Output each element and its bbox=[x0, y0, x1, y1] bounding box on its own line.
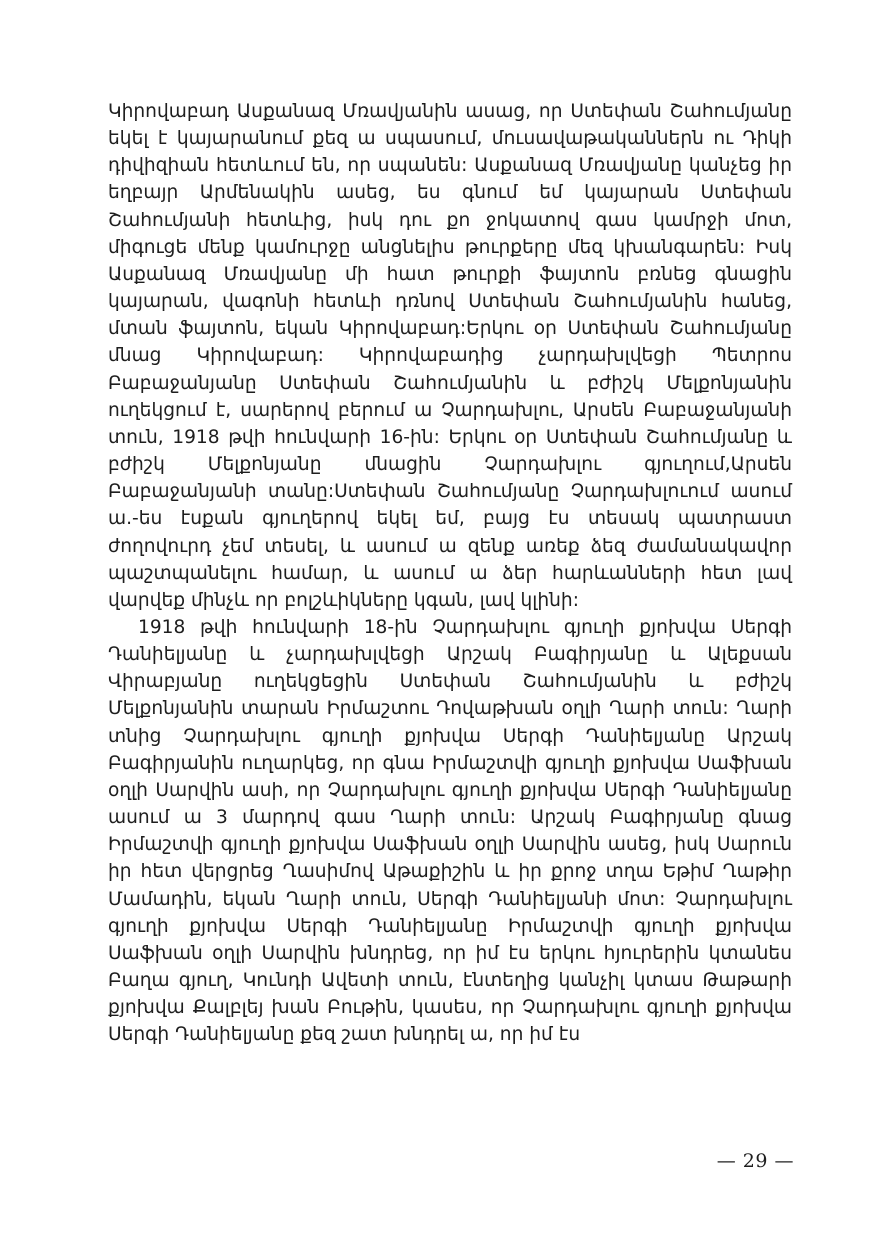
paragraph-2: 1918 թվի հունվարի 18-ին Չարդախլու գյուղի քյոխվա Սերգի Դանիելյանը և չարդախլվեցի Արշակ Բագիրյանը և Ալեքսան Վիրաբյանը ուղեկցեցին Ստեփան Շահումյանին և բժիշկ Մելքոնյանին տարան Իրմաշտու Դովաթխան օղլի Ղարի տուն: Ղարի տնից Չարդախլու գյուղի քյոխվա Սերգի Դանիելյանը Արշակ Բագիրյանին ուղարկեց, որ գնա Իրմաշտվի գյուղի քյոխվա Սաֆխան օղլի Սարվին ասի, որ Չարդախլու գյուղի քյոխվա Սերգի Դանիելյանը ասում ա 3 մարդով գաս Ղարի տուն: Արշակ Բագիրյանը գնաց Իրմաշտվի գյուղի քյոխվա Սաֆխան օղլի Սարվին ասեց, իսկ Սարուն իր հետ վերցրեց Ղասիմով Աթաքիշին և իր քրոջ տղա Եթիմ Ղաթիր Մամադին, եկան Ղարի տուն, Սերգի Դանիելյանի մոտ: Չարդախլու գյուղի քյոխվա Սերգի Դանիելյանը Իրմաշտվի գյուղի քյոխվա Սաֆխան օղլի Սարվին խնդրեց, որ իմ էս երկու հյուրերին կտանես Բաղա գյուղ, Կունդի Ավետի տուն, էնտեղից կանչիլ կտաս Թաթարի քյոխվա Քալբլեյ խան Բութին, կասես, որ Չարդախլու գյուղի քյոխվա Սերգի Դանիելյանը քեզ շատ խնդրել ա, որ իմ էս bbox=[108, 616, 792, 1046]
page-number: — 29 — bbox=[716, 1150, 794, 1172]
paragraph-1: Կիրովաբադ Ասքանազ Մռավյանին ասաց, որ Ստեփան Շահումյանը եկել է կայարանում քեզ ա սպասում, մուսավաթականներն ու Դիկի դիվիզիան հետևում են, որ սպանեն: Ասքանազ Մռավյանը կանչեց իր եղբայր Արմենակին ասեց, ես գնում եմ կայարան Ստեփան Շահումյանի հետևից, իսկ դու քո ջոկատով գաս կամրջի մոտ, միգուցե մենք կամուրջը անցնելիս թուրքերը մեզ կխանգարեն: Իսկ Ասքանազ Մռավյանը մի հատ թուրքի ֆայտոն բռնեց գնացին կայարան, վագոնի հետևի դռնով Ստեփան Շահումյանին հանեց, մտան ֆայտոն, եկան Կիրովաբադ:Երկու օր Ստեփան Շահումյանը մնաց Կիրովաբադ: Կիրովաբադից չարդախլվեցի Պետրոս Բաբաջանյանը Ստեփան Շահումյանին և բժիշկ Մելքոնյանին ուղեկցում է, սարերով բերում ա Չարդախլու, Արսեն Բաբաջանյանի տուն, 1918 թվի հունվարի 16-ին: Երկու օր Ստեփան Շահումյանը և բժիշկ Մելքոնյանը մնացին Չարդախլու գյուղում,Արսեն Բաբաջանյանի տանը:Ստեփան Շահումյանը Չարդախլուում ասում ա.-ես էսքան գյուղերով եկել եմ, բայց էս տեսակ պատրաստ ժողովուրդ չեմ տեսել, և ասում ա զենք առեք ձեզ ժամանակավոր պաշտպանելու համար, և ասում ա ձեր հարևանների հետ լավ վարվեք մինչև որ բոլշևիկները կգան, լավ կլինի: bbox=[108, 101, 792, 611]
body-text bbox=[108, 98, 792, 1048]
